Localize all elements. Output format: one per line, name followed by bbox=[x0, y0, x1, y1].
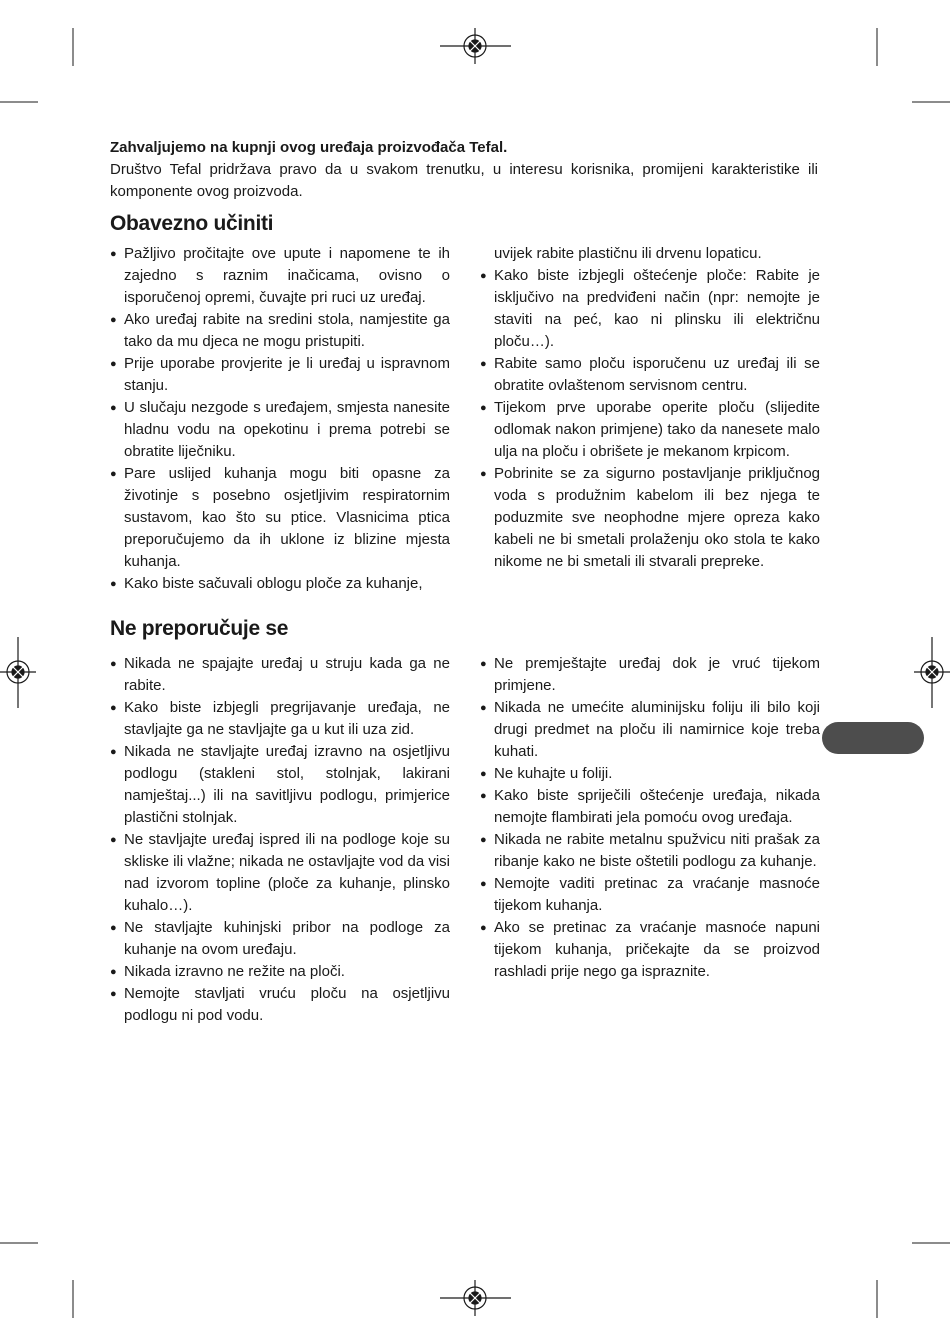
list-item: ● Ne stavljajte kuhinjski pribor na podloge za kuhanje na ovom uređaju. bbox=[110, 917, 450, 961]
list-item: ● Nikada izravno ne režite na ploči. bbox=[110, 961, 450, 983]
list-item: ● Pobrinite se za sigurno postavljanje priključnog voda s produžnim kabelom ili bez njega te poduzmite sve neophodne mjere opreza kako kabeli ne bi smetali prolaženju oko stola te kako nikome ne bi smetali ili stvarali prepreke. bbox=[480, 463, 820, 573]
intro bbox=[110, 137, 818, 203]
list-item: ● Ne premještajte uređaj dok je vruć tijekom primjene. bbox=[480, 653, 820, 697]
registration-mark-left bbox=[0, 637, 36, 708]
not-recommended-list-right bbox=[480, 653, 820, 983]
list-item: ● Nikada ne spajajte uređaj u struju kada ga ne rabite. bbox=[110, 653, 450, 697]
language-tab bbox=[822, 722, 924, 754]
section-title-not-recommended: Ne preporučuje se bbox=[110, 617, 289, 640]
registration-mark-bottom bbox=[440, 1280, 511, 1316]
list-item: ● Pare uslijed kuhanja mogu biti opasne za životinje s posebno osjetljivim respiratornim sustavom, kao što su ptice. Vlasnicima ptica preporučujemo da ih uklone iz blizine mjesta kuhanja. bbox=[110, 463, 450, 573]
list-item: ● Ako se pretinac za vraćanje masnoće napuni tijekom kuhanja, pričekajte da se proizvod rashladi prije nego ga ispraznite. bbox=[480, 917, 820, 983]
list-item-continued: uvijek rabite plastičnu ili drvenu lopaticu. bbox=[494, 245, 762, 262]
list-item: ● Ne kuhajte u foliji. bbox=[480, 763, 820, 785]
list-item: ● Nikada ne umećite aluminijsku foliju ili bilo koji drugi predmet na ploču ili namirnice koje treba kuhati. bbox=[480, 697, 820, 763]
list-item: ● Rabite samo ploču isporučenu uz uređaj ili se obratite ovlaštenom servisnom centru. bbox=[480, 353, 820, 397]
registration-mark-top bbox=[440, 28, 511, 64]
registration-mark-right bbox=[914, 637, 950, 708]
must-do-list-right bbox=[480, 243, 820, 573]
list-item: ● Nikada ne rabite metalnu spužvicu niti prašak za ribanje kako ne biste oštetili podlogu za kuhanje. bbox=[480, 829, 820, 873]
list-item: ● U slučaju nezgode s uređajem, smjesta nanesite hladnu vodu na opekotinu i prema potrebi se obratite liječniku. bbox=[110, 397, 450, 463]
list-item: ● Kako biste izbjegli pregrijavanje uređaja, ne stavljajte ga ne stavljajte ga u kut ili uza zid. bbox=[110, 697, 450, 741]
intro-text: Društvo Tefal pridržava pravo da u svakom trenutku, u interesu korisnika, promijeni karakteristike ili komponente ovog proizvoda. bbox=[110, 161, 818, 200]
list-item: ● Tijekom prve uporabe operite ploču (slijedite odlomak nakon primjene) tako da nanesete malo ulja na ploču i obrišete je mekanom krpicom. bbox=[480, 397, 820, 463]
list-item: ● Ne stavljajte uređaj ispred ili na podloge koje su skliske ili vlažne; nikada ne ostavljajte vod da visi nad izvorom topline (ploče za kuhanje, plinsko kuhalo…). bbox=[110, 829, 450, 917]
must-do-list-left bbox=[110, 243, 450, 595]
list-item: ● Nikada ne stavljajte uređaj izravno na osjetljivu podlogu (stakleni stol, stolnjak, lakirani namještaj...) ili na savitljivu podlogu, primjerice plastični stolnjak. bbox=[110, 741, 450, 829]
intro-thanks: Zahvaljujemo na kupnji ovog uređaja proizvođača Tefal. bbox=[110, 139, 508, 156]
list-item: ● Pažljivo pročitajte ove upute i napomene te ih zajedno s raznim inačicama, ovisno o isporučenoj opremi, čuvajte pri ruci uz uređaj. bbox=[110, 243, 450, 309]
list-item: ● Ako uređaj rabite na sredini stola, namjestite ga tako da mu djeca ne mogu pristupiti. bbox=[110, 309, 450, 353]
list-item: ● Prije uporabe provjerite je li uređaj u ispravnom stanju. bbox=[110, 353, 450, 397]
list-item: ● Kako biste spriječili oštećenje uređaja, nikada nemojte flambirati jela pomoću ovog uređaja. bbox=[480, 785, 820, 829]
list-item: ● Kako biste sačuvali oblogu ploče za kuhanje, bbox=[110, 573, 450, 595]
list-item: ● Nemojte stavljati vruću ploču na osjetljivu podlogu ni pod vodu. bbox=[110, 983, 450, 1027]
not-recommended-list-left bbox=[110, 653, 450, 1027]
list-item: ● Nemojte vaditi pretinac za vraćanje masnoće tijekom kuhanja. bbox=[480, 873, 820, 917]
list-item: ● Kako biste izbjegli oštećenje ploče: Rabite je isključivo na predviđeni način (npr: nemojte je staviti na peć, kao ni plinsku ili električnu ploču…). bbox=[480, 265, 820, 353]
section-title-must-do: Obavezno učiniti bbox=[110, 212, 274, 235]
